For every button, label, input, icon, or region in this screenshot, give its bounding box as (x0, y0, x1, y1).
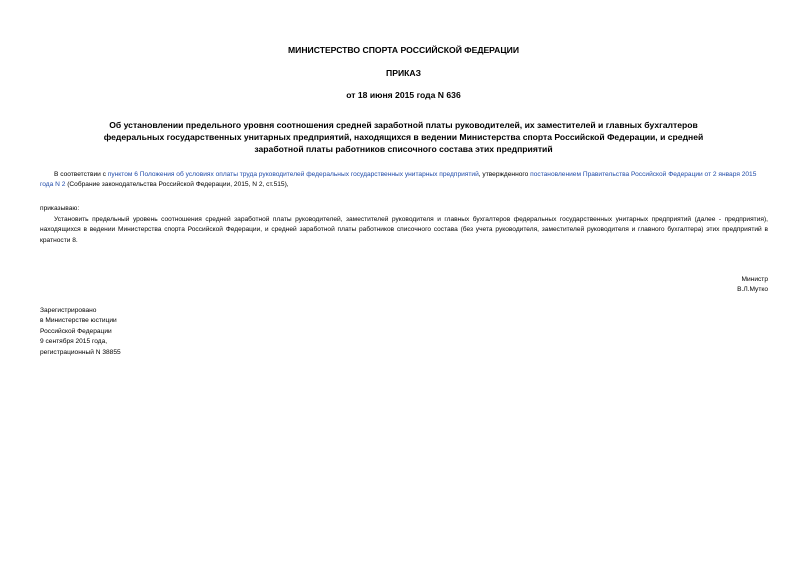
registration-line-3: Российской Федерации (40, 327, 112, 335)
ministry-heading: МИНИСТЕРСТВО СПОРТА РОССИЙСКОЙ ФЕДЕРАЦИИ (287, 45, 519, 55)
document-title: Об установлении предельного уровня соотношения средней заработной платы руководителей, их заместителей и главных бухгалтеров федеральных государственных унитарных предприятий, находящихся в ведении Министерства спорта Российской Федерации, и средней заработной платы работников списочного состава этих предприятий (103, 120, 704, 154)
intro-text-1: В соответствии с (54, 171, 108, 178)
document-date: от 18 июня 2015 года N 636 (346, 90, 461, 100)
registration-line-5: регистрационный N 38855 (40, 348, 121, 356)
signature-name: В.Л.Мутко (737, 286, 768, 294)
intro-text-2: , утвержденного (478, 171, 531, 178)
intro-text-3: (Собрание законодательства Российской Федерации, 2015, N 2, ст.515), (65, 181, 289, 189)
intro-paragraph (40, 170, 768, 191)
registration-block (40, 306, 290, 358)
government-resolution-link[interactable]: постановлением Правительства Российской Федерации от 2 января 2015 года N 2 (40, 171, 757, 189)
registration-line-2: в Министерстве юстиции (40, 317, 117, 325)
regulation-link[interactable]: пунктом 6 Положения об условиях оплаты труда руководителей федеральных государственных унитарных предприятий (107, 171, 479, 178)
signature-block (600, 275, 768, 296)
signature-position: Министр (741, 276, 768, 283)
document-type: ПРИКАЗ (386, 68, 421, 78)
orders-label: приказываю: (40, 205, 80, 212)
registration-line-1: Зарегистрировано (40, 307, 97, 314)
decision-paragraph: Установить предельный уровень соотношения средней заработной платы руководителей, заместителей руководителя и главных бухгалтеров федеральных государственных унитарных предприятий (далее - предприятия), находящихся в ведении Министерства спорта Российской Федерации, и средней заработной платы работников списочного состава (без учета руководителя, заместителей руководителя и главного бухгалтера) этих предприятий в кратности 8. (40, 216, 768, 244)
registration-line-4: 9 сентября 2015 года, (40, 338, 108, 346)
